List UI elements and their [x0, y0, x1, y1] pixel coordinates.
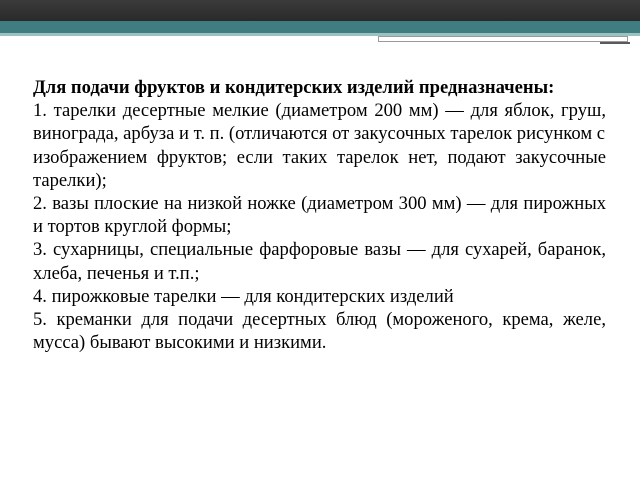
paragraph-1-continued: изображением фруктов; если таких тарелок нет, подают закусочные тарелки); [33, 146, 606, 191]
paragraph-2: 2. вазы плоские на низкой ножке (диаметром 300 мм) — для пирожных и тортов круглой формы; [33, 193, 606, 238]
top-dark-bar [0, 0, 640, 21]
paragraph-1: 1. тарелки десертные мелкие (диаметром 200 мм) — для яблок, груш, винограда, арбуза и т. п. (отличаются от закусочных тарелок рисунком с [33, 100, 606, 145]
top-teal-band [0, 21, 640, 33]
paragraph-3: 3. сухарницы, специальные фарфоровые вазы — для сухарей, баранок, хлеба, печенья и т.п.; [33, 239, 606, 284]
paragraph-4: 4. пирожковые тарелки — для кондитерских изделий [33, 285, 454, 307]
slide-body [33, 76, 606, 354]
header-accent-line [600, 42, 630, 44]
paragraph-5: 5. креманки для подачи десертных блюд (мороженого, крема, желе, мусса) бывают высокими и низкими. [33, 309, 606, 354]
slide-heading: Для подачи фруктов и кондитерских изделий предназначены: [33, 77, 555, 98]
header-accent-box [378, 36, 628, 42]
